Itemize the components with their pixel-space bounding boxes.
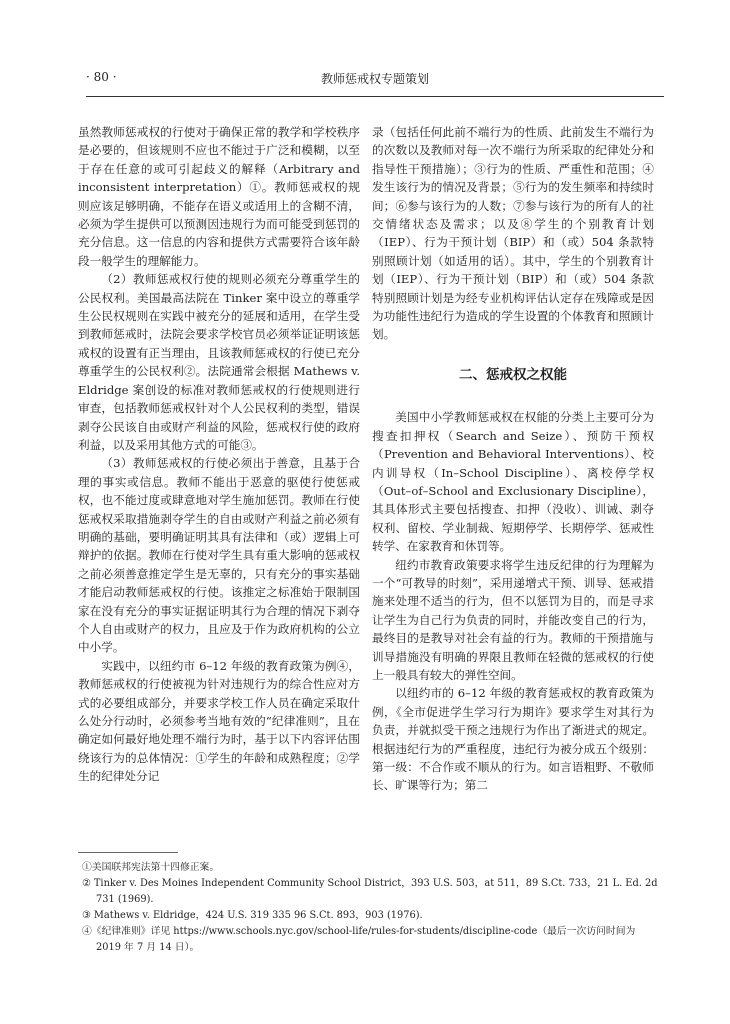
footnote-rule [78,852,178,853]
paragraph: 实践中，以纽约市 6–12 年级的教育政策为例④，教师惩戒权的行使被视为针对违规行为的综合性应对方式的必要组成部分，并要求学校工作人员在确定采取什么处分行动时，必须参考当地有效的“纪律准则”，且在确定如何最好地处理不端行为时，基于以下内容评估围绕该行为的总体情况：①学生的年龄和成熟程度；②学生的纪律处分记 [78,658,360,784]
right-column [372,123,654,795]
section-title: 二、惩戒权之权能 [459,366,567,383]
paragraph: 以纽约市的 6–12 年级的教育惩戒权的教育政策为例，《全市促进学生学习行为期许》要求学生对其行为负责，并就拟受干预之违规行为作出了渐进式的规定。根据违纪行为的严重程度，违纪行为被分成五个级别：第一级：不合作或不顺从的行为。如言语粗野、不敬师长、旷课等行为；第二 [372,686,654,793]
running-title: 教师惩戒权专题策划 [320,72,429,86]
footnote: ①美国联邦宪法第十四修正案。 [82,862,220,873]
left-column [78,123,360,786]
footnote: ④《纪律准则》详见 https://www.schools.nyc.gov/school-life/rules-for-students/discipline-code（最后一次访问时间为 2019 年 7 月 14 日）。 [82,926,636,953]
paragraph: （3）教师惩戒权的行使必须出于善意，且基于合理的事实或信息。教师不能出于恶意的驱使行使惩戒权，也不能过度或肆意地对学生施加惩罚。教师在行使惩戒权采取措施剥夺学生的自由或财产利益之前必须有明确的基础，要明确证明其具有法律和（或）逻辑上可辩护的依据。教师在行使对学生具有重大影响的惩戒权之前必须善意推定学生是无辜的，只有充分的事实基础才能启动教师惩戒权的行使。该推定之标准始于限制国家在没有充分的事实证据证明其行为合理的情况下剥夺个人自由或财产的权力，且应及于作为政府机构的公立中小学。 [78,456,360,655]
page-number: · 80 · [86,70,117,84]
footnotes [78,860,658,956]
paragraph: （2）教师惩戒权行使的规则必须充分尊重学生的公民权利。美国最高法院在 Tinker 案中设立的尊重学生公民权规则在实践中被充分的延展和适用，在学生受到教师惩戒时，法院会要求学校官员必须举证证明该惩戒权的设置有正当理由，且该教师惩戒权的行使已充分尊重学生的公民权利②。法院通常会根据 Mathews v. Eldridge 案创设的标准对教师惩戒权的行使规则进行审查，包括教师惩戒权针对个人公民权利的类型，错误剥夺公民该自由或财产利益的风险，惩戒权行使的政府利益，以及采用其他方式的可能③。 [78,272,360,452]
footnote: ② Tinker v. Des Moines Independent Community School District，393 U.S. 503，at 511，89 S.Ct. 733，21 L. Ed. 2d 731 (1969). [82,878,658,905]
header-rule [86,96,664,97]
paragraph: 纽约市教育政策要求将学生违反纪律的行为理解为一个“可教导的时刻”，采用递增式干预、训导、惩戒措施来处理不适当的行为，但不以惩罚为目的，而是寻求让学生为自己行为负责的同时，并能改变自己的行为，最终目的是教导对社会有益的行为。教师的干预措施与训导措施没有明确的界限且教师在轻微的惩戒权的行使上一般具有较大的弹性空间。 [372,557,654,682]
page-header [86,70,664,92]
paragraph: 美国中小学教师惩戒权在权能的分类上主要可分为搜查扣押权（Search and Seize）、预防干预权（Prevention and Behavioral Interventions）、校内训导权（In–School Discipline）、离校停学权（Out–of–School and Exclusionary Discipline），其具体形式主要包括搜查、扣押（没收）、训诫、剥夺权利、留校、学业制裁、短期停学、长期停学、惩戒性转学、在家教育和休罚等。 [372,410,654,554]
footnote: ③ Mathews v. Eldridge，424 U.S. 319 335 96 S.Ct. 893，903 (1976). [82,910,423,921]
paragraph: 虽然教师惩戒权的行使对于确保正常的教学和学校秩序是必要的，但该规则不应也不能过于广泛和模糊，以至于存在任意的或可引起歧义的解释（Arbitrary and inconsistent interpretation）①。教师惩戒权的规则应该足够明确，不能存在语义或适用上的含糊不清，必须为学生提供可以预测因违规行为而可能受到惩罚的充分信息。这一信息的内容和提供方式需要符合该年龄段一般学生的理解能力。 [78,125,360,268]
paragraph: 录（包括任何此前不端行为的性质、此前发生不端行为的次数以及教师对每一次不端行为所采取的纪律处分和指导性干预措施）；③行为的性质、严重性和范围；④发生该行为的情况及背景；⑤行为的发生频率和持续时间；⑥参与该行为的人数；⑦参与该行为的所有人的社交情绪状态及需求；以及⑧学生的个别教育计划（IEP）、行为干预计划（BIP）和（或）504 条款特别照顾计划（如适用的话）。其中，学生的个别教育计划（IEP）、行为干预计划（BIP）和（或）504 条款特别照顾计划是为经专业机构评估认定存在残障或是因为功能性违纪行为造成的学生设置的个体教育和照顾计划。 [372,125,654,342]
